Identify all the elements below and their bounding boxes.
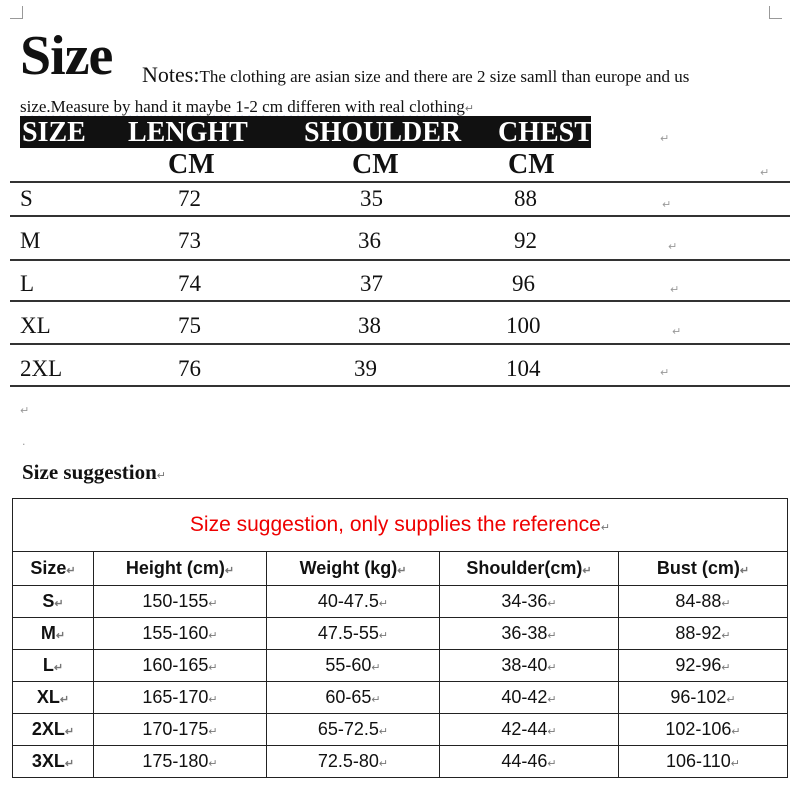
row-l-chest: 96 [512, 271, 535, 296]
row-2xl-shoulder: 39 [354, 356, 377, 381]
row-l-length: 74 [178, 271, 201, 296]
table-rule [10, 385, 790, 387]
suggestion-section-title: Size suggestion↵ [22, 460, 166, 484]
suggestion-cell-weight: 55-60↵ [267, 650, 440, 682]
row-s-size: S [20, 186, 33, 211]
size-table-header-chest: CHEST [498, 117, 593, 148]
crop-mark-top-right [769, 6, 782, 19]
suggestion-header-shoulder: Shoulder(cm)↵ [440, 552, 619, 586]
suggestion-cell-bust: 102-106↵ [619, 714, 788, 746]
table-row [13, 714, 788, 746]
suggestion-cell-weight: 72.5-80↵ [267, 746, 440, 778]
suggestion-cell-height: 175-180↵ [94, 746, 267, 778]
row-2xl-chest: 104 [506, 356, 541, 381]
suggestion-header-weight: Weight (kg)↵ [267, 552, 440, 586]
row-l-size: L [20, 271, 35, 296]
suggestion-cell-size: 3XL↵ [13, 746, 94, 778]
row-xl-size: XL [20, 313, 51, 338]
row-xl-shoulder: 38 [358, 313, 381, 338]
row-s-chest: 88 [514, 186, 537, 211]
table-rule [10, 343, 790, 345]
table-rule [10, 300, 790, 302]
chest-unit: CM [508, 149, 555, 180]
notes-text-line1: The clothing are asian size and there are 2 size samll than europe and us [199, 67, 690, 86]
row-m-chest: 92 [514, 228, 537, 253]
suggestion-cell-weight: 65-72.5↵ [267, 714, 440, 746]
suggestion-cell-weight: 40-47.5↵ [267, 586, 440, 618]
size-table-header-shoulder: SHOULDER [304, 117, 462, 148]
suggestion-cell-height: 165-170↵ [94, 682, 267, 714]
suggestion-cell-bust: 106-110↵ [619, 746, 788, 778]
table-row [13, 586, 788, 618]
row-2xl-length: 76 [178, 356, 201, 381]
suggestion-header-height: Height (cm)↵ [94, 552, 267, 586]
suggestion-table [12, 498, 788, 778]
row-2xl-size: 2XL [20, 356, 63, 381]
size-table-header-length: LENGHT [128, 117, 248, 148]
suggestion-cell-shoulder: 42-44↵ [440, 714, 619, 746]
table-row [13, 746, 788, 778]
suggestion-cell-height: 150-155↵ [94, 586, 267, 618]
suggestion-cell-height: 160-165↵ [94, 650, 267, 682]
notes-label: Notes: [142, 62, 200, 87]
row-m-shoulder: 36 [358, 228, 381, 253]
row-xl-chest: 100 [506, 313, 541, 338]
suggestion-header-row [13, 552, 788, 586]
suggestion-cell-size: L↵ [13, 650, 94, 682]
suggestion-cell-shoulder: 38-40↵ [440, 650, 619, 682]
suggestion-cell-size: S↵ [13, 586, 94, 618]
notes-block: Notes:The clothing are asian size and there are 2 size samll than europe and us size.Measure by hand it maybe 1-2 cm differen with real clothing↵ [20, 60, 780, 124]
page-title: Size [20, 25, 113, 87]
suggestion-cell-shoulder: 44-46↵ [440, 746, 619, 778]
suggestion-cell-height: 170-175↵ [94, 714, 267, 746]
notes-first-line [20, 60, 780, 92]
table-rule [10, 215, 790, 217]
suggestion-cell-shoulder: 36-38↵ [440, 618, 619, 650]
table-row [13, 682, 788, 714]
shoulder-unit: CM [352, 149, 399, 180]
row-xl-length: 75 [178, 313, 201, 338]
size-table-header-size: SIZE [22, 117, 86, 148]
suggestion-cell-bust: 88-92↵ [619, 618, 788, 650]
row-s-length: 72 [178, 186, 201, 211]
row-s-shoulder: 35 [360, 186, 383, 211]
row-m-length: 73 [178, 228, 201, 253]
suggestion-cell-shoulder: 40-42↵ [440, 682, 619, 714]
crop-mark-top-left [10, 6, 23, 19]
length-unit: CM [168, 149, 215, 180]
row-m-size: M [20, 228, 41, 253]
suggestion-cell-size: XL↵ [13, 682, 94, 714]
suggestion-caption: Size suggestion, only supplies the reference↵ [13, 499, 788, 552]
suggestion-cell-bust: 84-88↵ [619, 586, 788, 618]
suggestion-header-size: Size↵ [13, 552, 94, 586]
suggestion-header-bust: Bust (cm)↵ [619, 552, 788, 586]
suggestion-cell-weight: 60-65↵ [267, 682, 440, 714]
suggestion-cell-bust: 96-102↵ [619, 682, 788, 714]
table-rule [10, 259, 790, 261]
row-l-shoulder: 37 [360, 271, 383, 296]
table-row [13, 618, 788, 650]
table-row [13, 650, 788, 682]
suggestion-cell-size: M↵ [13, 618, 94, 650]
table-rule [10, 181, 790, 183]
suggestion-cell-weight: 47.5-55↵ [267, 618, 440, 650]
suggestion-cell-size: 2XL↵ [13, 714, 94, 746]
suggestion-cell-shoulder: 34-36↵ [440, 586, 619, 618]
suggestion-cell-bust: 92-96↵ [619, 650, 788, 682]
suggestion-cell-height: 155-160↵ [94, 618, 267, 650]
notes-text-line2: size.Measure by hand it maybe 1-2 cm differen with real clothing [20, 97, 465, 116]
